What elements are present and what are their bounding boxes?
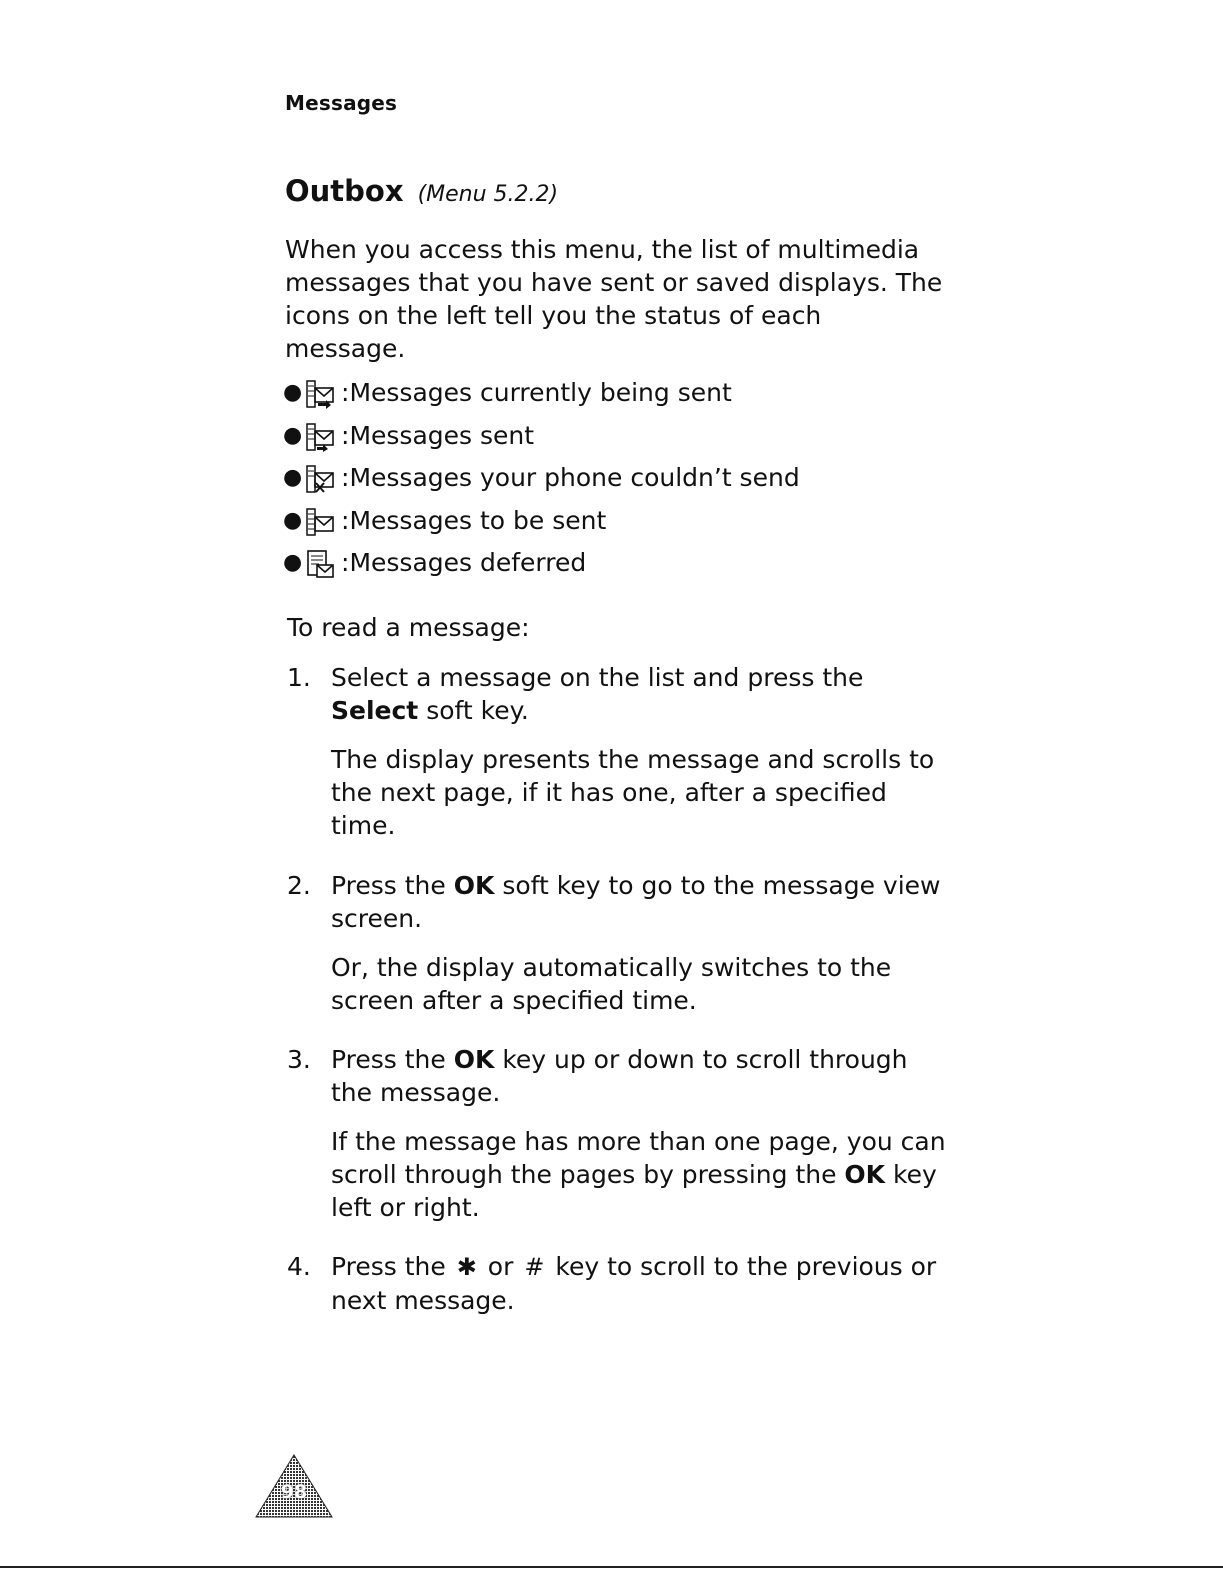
step-text [331,661,947,727]
step-number: 2. [287,871,311,900]
sending-message-icon [305,379,337,409]
bullet-icon: ● [283,465,303,490]
instructions-lead: To read a message: [287,613,530,642]
select-key-label: Select [331,696,419,725]
step-text-part: soft key to go to the message view screen. [331,871,941,933]
step-note: The display presents the message and scrolls to the next page, if it has one, after a specified time. [331,745,935,840]
list-item [283,461,923,504]
step-text-part: key up or down to scroll through the message. [331,1045,908,1107]
step-3 [287,1043,947,1224]
bullet-icon: ● [283,380,303,405]
deferred-message-icon [305,549,337,579]
outbox-title: Outbox [285,174,404,208]
step-text-part: Select a message on the list and press the [331,663,864,692]
step-text-part: or [487,1252,514,1281]
sent-message-icon [305,422,337,452]
failed-message-icon [305,464,337,494]
status-label: Messages currently being sent [349,378,732,407]
step-text-part: key to scroll to the previous or next message. [331,1252,937,1315]
step-1 [287,661,947,842]
list-item [283,376,923,419]
pending-message-icon [305,507,337,537]
list-item [283,504,923,547]
bullet-icon: ● [283,550,303,575]
status-label: : [341,505,350,535]
status-label: : [341,463,350,492]
ok-key-label: OK [453,1045,495,1074]
status-label: Messages your phone couldn’t send [349,463,800,492]
page-number: 98 [280,1481,308,1503]
step-2 [287,869,947,1017]
note-text-part: If the message has more than one page, you can scroll through the pages by pressing the [331,1127,946,1189]
step-4 [287,1250,947,1317]
step-text-part: Press the [331,1045,446,1074]
ok-key-label: OK [844,1160,886,1189]
step-text-part: Press the [331,1252,446,1281]
status-label: : [341,548,350,577]
step-note: Or, the display automatically switches to the screen after a specified time. [331,953,892,1015]
status-label: Messages sent [349,420,535,450]
star-key-icon: ✱ [456,1253,477,1281]
page-number-badge [254,1453,334,1519]
status-icon-list [283,376,923,589]
step-number: 1. [287,663,311,692]
bottom-rule [0,1566,1223,1568]
list-item [283,419,923,462]
status-label: Messages deferred [349,548,587,577]
step-text [331,1043,947,1109]
list-item [283,546,923,589]
section-header: Messages [285,91,398,115]
status-label: Messages to be sent [349,505,607,535]
step-text-part: Press the [331,871,446,900]
bullet-icon: ● [283,422,303,448]
intro-paragraph: When you access this menu, the list of multimedia messages that you have sent or saved displays. The icons on the left tell you the status of each message. [285,235,943,363]
step-number: 4. [287,1252,311,1281]
ok-key-label: OK [453,871,495,900]
step-text [331,1250,947,1317]
step-text [331,869,947,935]
step-text-part: soft key. [426,696,529,725]
status-label: : [341,420,350,450]
step-note [331,1125,947,1224]
menu-reference: (Menu 5.2.2) [417,182,559,207]
note-text-part: key left or right. [331,1160,937,1222]
bullet-icon: ● [283,507,303,533]
status-label: : [341,378,350,407]
step-number: 3. [287,1045,311,1074]
page-title [285,174,558,208]
hash-key-icon: # [524,1253,545,1281]
